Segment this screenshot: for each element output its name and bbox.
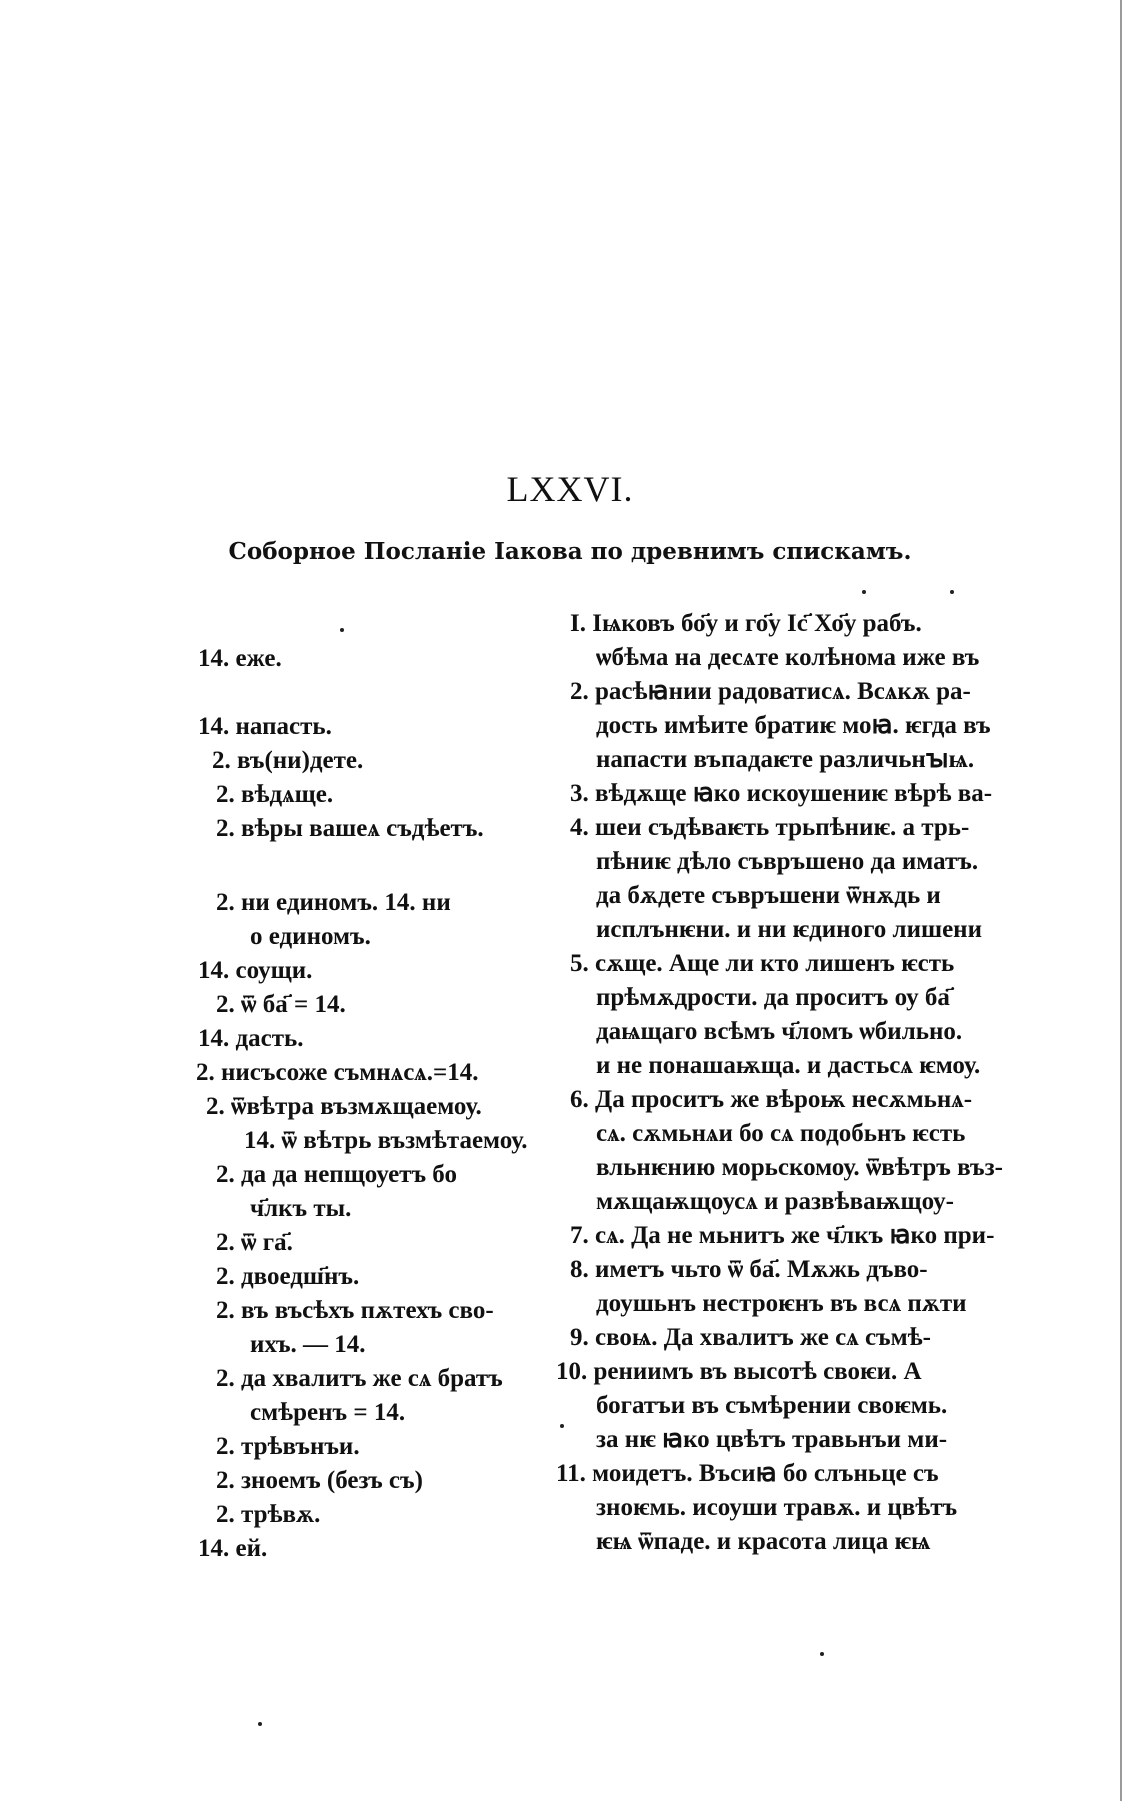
print-speck [258, 1722, 262, 1726]
variant-line: ихъ. — 14. [250, 1331, 366, 1358]
variant-line: 2. нисъсоже съмнѧсѧ.=14. [196, 1059, 479, 1086]
variant-line: 2. ѿвѣтра възмѫщаемоу. [206, 1093, 482, 1120]
variant-line: 2. въ въсѣхъ пѫтехъ сво- [216, 1297, 494, 1324]
variant-line: о единомъ. [250, 923, 371, 950]
text-line: 7. сѧ. Да не мьнитъ же ч҃лкъ ꙗко при- [570, 1222, 995, 1249]
text-line: 11. моидетъ. Въсиꙗ бо слъньце съ [556, 1460, 939, 1487]
variant-line: 2. трѣвънъи. [216, 1433, 360, 1460]
text-line: даѩщаго всѣмъ ч҃ломъ ѡбильно. [596, 1018, 963, 1045]
variant-line: 14. ей. [198, 1535, 268, 1562]
text-line: дость имѣите братиѥ моꙗ. ѥгда въ [596, 712, 991, 739]
text-line: доушьнъ нестроѥнъ въ всѧ пѫти [596, 1290, 967, 1317]
variant-line: 14. дасть. [198, 1025, 304, 1052]
print-speck [820, 1652, 824, 1656]
text-line: вльнѥнию морьскомоу. ѿвѣтръ въз- [596, 1154, 1003, 1181]
variant-line: 14. напасть. [198, 713, 332, 740]
text-line: напасти въпадаѥте различьнꙑѩ. [596, 746, 975, 773]
text-line: богатъи въ съмѣрении своѥмь. [596, 1392, 948, 1419]
text-line: 8. иметъ чьто ѿ ба҃. Мѫжь дъво- [570, 1256, 928, 1283]
print-speck [560, 1424, 564, 1428]
print-speck [340, 628, 344, 632]
variant-line: 2. въ(ни)дете. [212, 747, 364, 774]
text-line: 4. шеи съдѣваѥть трьпѣниѥ. а трь- [570, 814, 970, 841]
variant-line: 2. ѿ га҃. [216, 1229, 293, 1256]
text-line: мѫщаѭщоусѧ и развѣваѭщоу- [596, 1188, 955, 1215]
text-line: 10. рениимъ въ высотѣ своѥи. А [556, 1358, 922, 1385]
text-line: сѧ. сѫмьнѧи бо сѧ подобьнъ ѥсть [596, 1120, 966, 1147]
text-line: 5. сѫще. Аще ли кто лишенъ ѥсть [570, 950, 955, 977]
variant-line: 14. еже. [198, 645, 282, 672]
variant-line: 2. двоедш҃нъ. [216, 1263, 360, 1290]
variant-line: смѣренъ = 14. [250, 1399, 406, 1426]
print-speck [862, 590, 866, 594]
page-number: LXXVI. [506, 469, 634, 509]
text-line: за нѥ ꙗко цвѣтъ травьнъи ми- [596, 1426, 948, 1453]
variant-line: 2. зноемъ (безъ съ) [216, 1467, 423, 1494]
variant-line: 14. соущи. [198, 957, 313, 984]
variant-line: 2. вѣры вашеѧ съдѣетъ. [216, 815, 484, 842]
page-edge-line [1120, 0, 1122, 1801]
variant-line: 2. ѿ ба҃ = 14. [216, 991, 346, 1018]
text-line: зноѥмь. исоуши травѫ. и цвѣтъ [596, 1494, 958, 1521]
variant-line: 2. да хвалитъ же сѧ братъ [216, 1365, 503, 1392]
print-speck [950, 590, 954, 594]
text-line: 9. своѩ. Да хвалитъ же сѧ съмѣ- [570, 1324, 931, 1351]
text-line: I. Іѩковъ бо҃у и го҃у Іс҃ Хо҃у рабъ. [570, 610, 922, 637]
variant-line: 2. трѣвѫ. [216, 1501, 321, 1528]
text-line: 6. Да проситъ же вѣроѭ несѫмьнѧ- [570, 1086, 973, 1113]
text-line: прѣмѫдрости. да проситъ оу ба҃ [596, 984, 950, 1011]
text-line: и не понашаѭща. и дастьсѧ ѥмоу. [596, 1052, 981, 1079]
variant-line: 2. да да непщоуетъ бо [216, 1161, 457, 1188]
page-heading: Соборное Посланіе Іакова по древнимъ спискамъ. [228, 538, 912, 565]
text-line: исплънѥни. и ни ѥдиного лишени [596, 916, 982, 943]
text-line: ѡбѣма на десѧте колѣнома иже въ [596, 644, 980, 671]
variant-line: 2. вѣдѧще. [216, 781, 334, 808]
text-line: пѣниѥ дѣло съвръшено да иматъ. [596, 848, 979, 875]
text-line: 3. вѣдѫще ꙗко искоушениѥ вѣрѣ ва- [570, 780, 993, 807]
text-line: да бѫдете съвръшени ѿнѫдь и [596, 882, 941, 909]
variant-line: 2. ни единомъ. 14. ни [216, 889, 451, 916]
text-line: ѥѩ ѿпаде. и красота лица ѥѩ [596, 1528, 931, 1555]
variant-line: 14. ѿ вѣтрь възмѣтаемоу. [244, 1127, 528, 1154]
text-line: 2. расѣꙗнии радоватисѧ. Всѧкѫ ра- [570, 678, 971, 705]
variant-line: ч҃лкъ ты. [250, 1195, 352, 1222]
